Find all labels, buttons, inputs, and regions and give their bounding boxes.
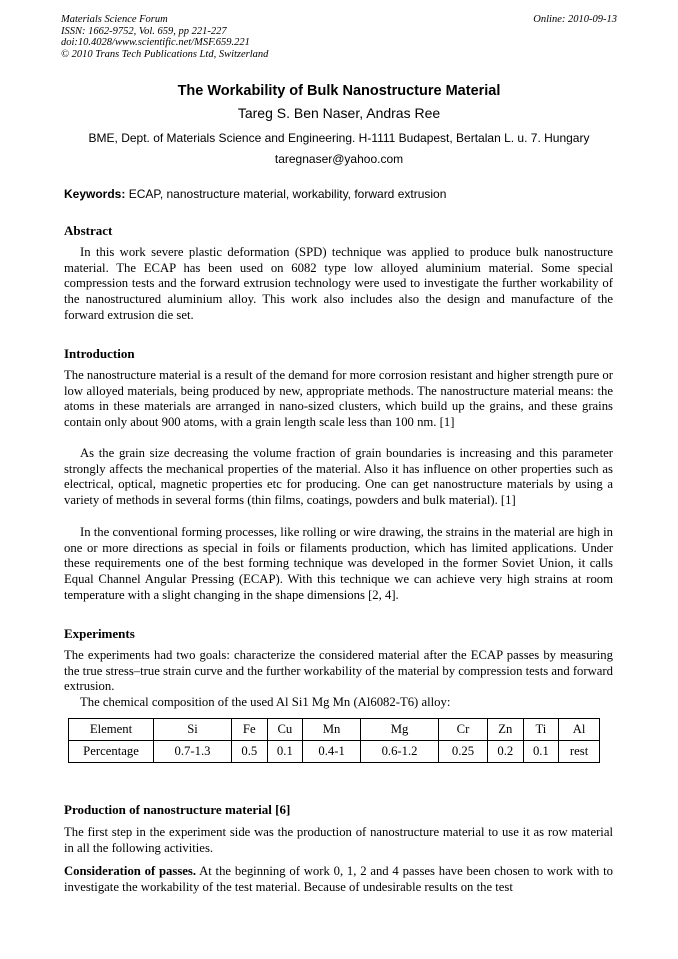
production-paragraph-1: The first step in the experiment side was the production of nanostructure material to use it as row material in all the following activities.	[64, 825, 613, 855]
passes-text: At the beginning of work 0, 1, 2 and 4 passes have been chosen to work with to investigate the workability of the test material. Because of undesirable results on the test	[64, 864, 613, 894]
table-cell: 0.7-1.3	[154, 741, 232, 763]
table-cell: Al	[559, 719, 600, 741]
table-cell: 0.2	[488, 741, 524, 763]
introduction-heading: Introduction	[64, 346, 135, 361]
table-row	[69, 741, 600, 763]
abstract-heading: Abstract	[64, 223, 113, 238]
author-list: Tareg S. Ben Naser, Andras Ree	[237, 105, 441, 121]
table-cell: Si	[154, 719, 232, 741]
table-cell: Element	[69, 719, 154, 741]
table-cell: 0.1	[523, 741, 559, 763]
experiments-paragraph-2: The chemical composition of the used Al Si1 Mg Mn (Al6082-T6) alloy:	[80, 695, 451, 709]
abstract-text: In this work severe plastic deformation (SPD) technique was applied to produce bulk nanostructure material. The ECAP has been used on 6082 type low alloyed aluminium material. Some special compression tests and the forward extrusion technology were used to investigate the further workability of the nanostructured aluminium alloy. This work also includes also the design and manufacture of the forward extrusion die set.	[64, 245, 613, 322]
table-cell: 0.25	[439, 741, 488, 763]
experiments-paragraph-1: The experiments had two goals: characterize the considered material after the ECAP passes by measuring the true stress–true strain curve and the further workability of the material by compression tests and forward extrusion.	[64, 648, 613, 694]
introduction-paragraph-3: In the conventional forming processes, like rolling or wire drawing, the strains in the material are high in one or more directions as special in foils or filaments production, which has limited applications. Under these requirements one of the best forming technique was developed in the former Soviet Union, it calls Equal Channel Angular Pressing (ECAP). With this technique we can achieve very high strains at room temperature with a slight changing in the shape dimensions [2, 4].	[64, 525, 613, 602]
table-cell: 0.5	[231, 741, 267, 763]
table-cell: 0.1	[267, 741, 303, 763]
production-heading: Production of nanostructure material [6]	[64, 802, 291, 817]
table-cell: Percentage	[69, 741, 154, 763]
table-cell: 0.4-1	[303, 741, 361, 763]
table-cell: Cr	[439, 719, 488, 741]
affiliation: BME, Dept. of Materials Science and Engineering. H-1111 Budapest, Bertalan L. u. 7. Hungary	[88, 131, 590, 145]
table-cell: Zn	[488, 719, 524, 741]
journal-name: Materials Science Forum	[61, 14, 168, 25]
introduction-paragraph-2: As the grain size decreasing the volume fraction of grain boundaries is increasing and this parameter strongly affects the mechanical properties of the material. Also it has influence on other properties such as electrical, optical, magnetic properties etc for producing. One can get nanostructure materials by using a variety of methods in several forms (thin films, coatings, powders and bulk material). [1]	[64, 446, 613, 508]
copyright-line: © 2010 Trans Tech Publications Ltd, Switzerland	[61, 48, 269, 60]
production-paragraph-2	[64, 864, 613, 895]
table-cell: Cu	[267, 719, 303, 741]
table-cell: Mn	[303, 719, 361, 741]
online-date: Online: 2010-09-13	[533, 14, 617, 25]
table-cell: 0.6-1.2	[361, 741, 439, 763]
keywords-text: ECAP, nanostructure material, workability, forward extrusion	[125, 187, 447, 201]
experiments-heading: Experiments	[64, 626, 135, 641]
passes-label: Consideration of passes.	[64, 864, 196, 878]
table-header-row	[69, 719, 600, 741]
table-cell: Fe	[231, 719, 267, 741]
table-cell: Mg	[361, 719, 439, 741]
keywords	[64, 187, 624, 202]
keywords-label: Keywords:	[64, 187, 126, 201]
introduction-paragraph-1: The nanostructure material is a result of the demand for more corrosion resistant and higher strength pure or low alloyed materials, being produced by new, appropriate methods. The nanostructure material means: the atoms in these materials are arranged in nano-sized clusters, which build up the grains, and these grains contain only about 900 atoms, with a grain length scale less than 100 nm. [1]	[64, 368, 613, 430]
table-cell: rest	[559, 741, 600, 763]
table-cell: Ti	[523, 719, 559, 741]
issn-line: ISSN: 1662-9752, Vol. 659, pp 221-227	[61, 25, 227, 37]
composition-table	[68, 718, 600, 763]
paper-title: The Workability of Bulk Nanostructure Material	[177, 83, 501, 99]
journal-header	[61, 14, 617, 60]
doi-line: doi:10.4028/www.scientific.net/MSF.659.221	[61, 37, 250, 49]
author-email: taregnaser@yahoo.com	[274, 152, 404, 166]
